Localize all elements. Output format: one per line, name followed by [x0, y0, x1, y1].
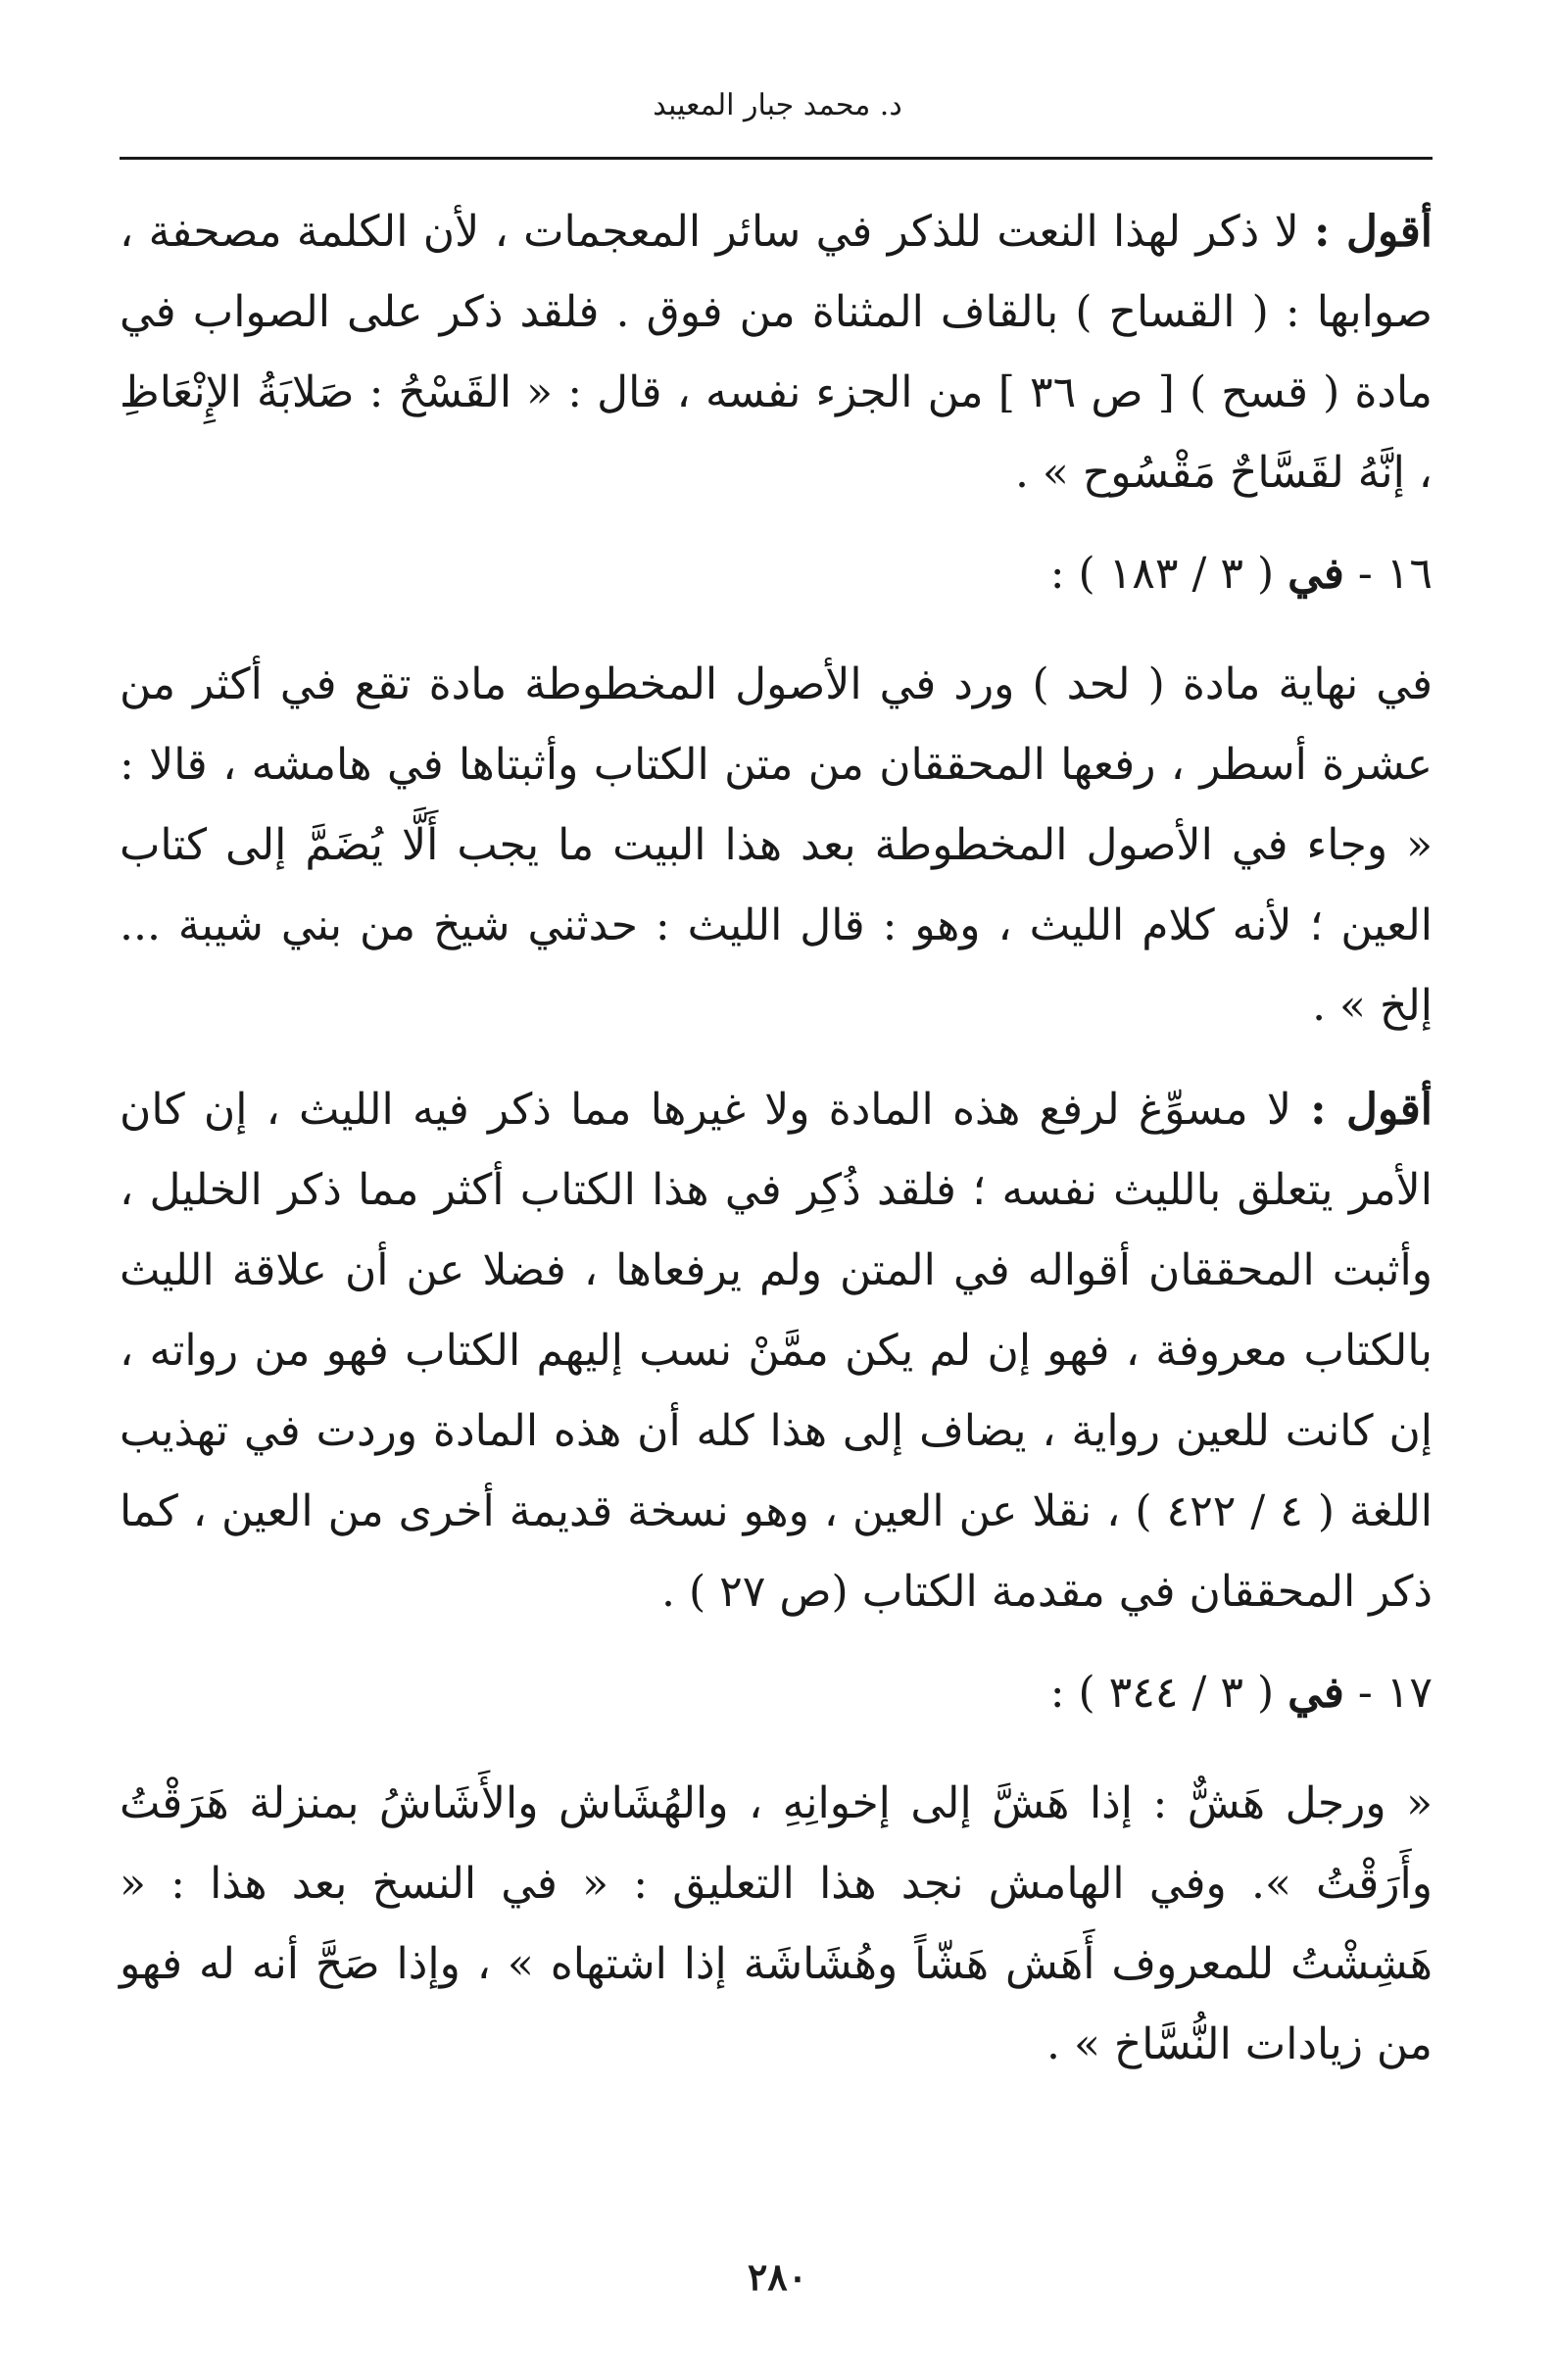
- section-heading-17: [120, 1656, 1433, 1730]
- paragraph-1: [120, 192, 1433, 513]
- paragraph-lead: أقول :: [1310, 1085, 1433, 1135]
- section-reference: ( ٣ / ٣٤٤ ) :: [1049, 1668, 1275, 1718]
- paragraph-2: [120, 645, 1433, 1046]
- paragraph-3: [120, 1070, 1433, 1632]
- section-preposition: في: [1288, 549, 1344, 599]
- section-number: ١٦ -: [1357, 549, 1433, 599]
- running-header: د. محمد جبار المعيبد: [653, 88, 902, 122]
- header-rule: [120, 157, 1433, 160]
- section-reference: ( ٣ / ١٨٣ ) :: [1049, 549, 1275, 599]
- paragraph-lead: أقول :: [1314, 207, 1433, 257]
- paragraph-text: لا مسوِّغ لرفع هذه المادة ولا غيرها مما ذكر فيه الليث ، إن كان الأمر يتعلق بالليث نفسه ؛ فلقد ذُكِر في هذا الكتاب أكثر مما ذكر الخليل ، وأثبت المحققان أقواله في المتن ولم يرفعاها ، فضلا عن أن علاقة الليث بالكتاب معروفة ، فهو إن لم يكن ممَّنْ نسب إليهم الكتاب فهو من رواته ، إن كانت للعين رواية ، يضاف إلى هذا كله أن هذه المادة وردت في تهذيب اللغة ( ٤ / ٤٢٢ ) ، نقلا عن العين ، وهو نسخة قديمة أخرى من العين ، كما ذكر المحققان في مقدمة الكتاب (ص ٢٧ ) .: [120, 1085, 1434, 1617]
- paragraph-text: لا ذكر لهذا النعت للذكر في سائر المعجمات ، لأن الكلمة مصحفة ، صوابها : ( القساح ) بالقاف المثناة من فوق . فلقد ذكر على الصواب في مادة ( قسح ) [ ص ٣٦ ] من الجزء نفسه ، قال : « القَسْحُ : صَلابَةُ الإِنْعَاظِ ، إنَّهُ لقَسَّاحٌ مَقْسُوح » .: [120, 207, 1433, 498]
- paragraph-4: [120, 1764, 1433, 2085]
- section-preposition: في: [1288, 1668, 1344, 1718]
- paragraph-text: « ورجل هَشٌّ : إذا هَشَّ إلى إخوانِهِ ، والهُشَاش والأَشَاشُ بمنزلة هَرَقْتُ وأَرَقْتُ ». وفي الهامش نجد هذا التعليق : « في النسخ بعد هذا : « هَشِشْتُ للمعروف أَهَش هَشّاً وهُشَاشَة إذا اشتهاه » ، وإذا صَحَّ أنه له فهو من زيادات النُّسَّاخ » .: [120, 1778, 1433, 2069]
- section-heading-16: [120, 537, 1433, 611]
- paragraph-text: في نهاية مادة ( لحد ) ورد في الأصول المخطوطة مادة تقع في أكثر من عشرة أسطر ، رفعها المحققان من متن الكتاب وأثبتاها في هامشه ، قالا : « وجاء في الأصول المخطوطة بعد هذا البيت ما يجب أَلَّا يُضَمَّ إلى كتاب العين ؛ لأنه كلام الليث ، وهو : قال الليث : حدثني شيخ من بني شيبة ... إلخ » .: [120, 659, 1433, 1031]
- body-text: [120, 192, 1433, 2109]
- page-number: ٢٨٠: [747, 2255, 808, 2299]
- section-number: ١٧ -: [1357, 1668, 1433, 1718]
